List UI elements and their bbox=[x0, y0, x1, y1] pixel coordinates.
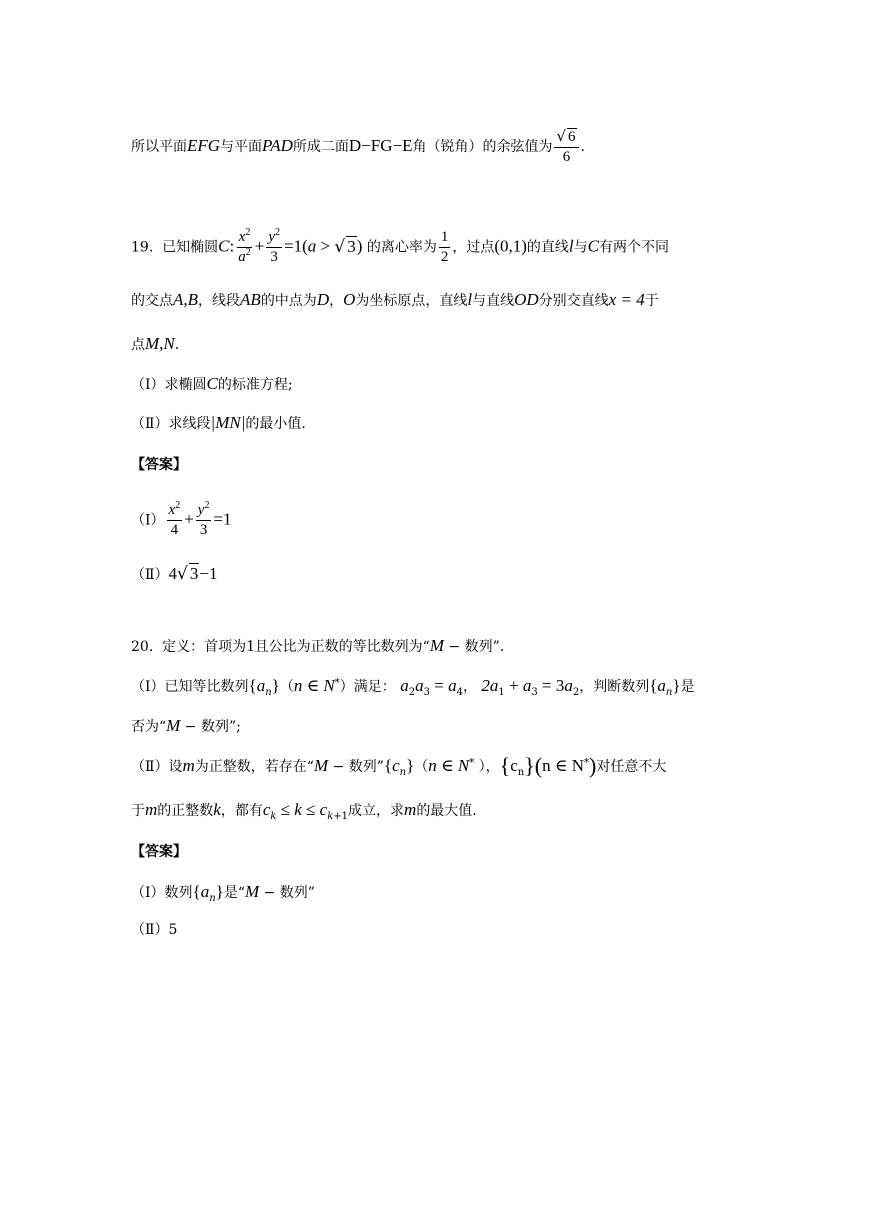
math: n ∈ N bbox=[428, 756, 470, 775]
math: (0,1) bbox=[494, 236, 527, 256]
text: 分别交直线 bbox=[538, 293, 609, 309]
text: 与 bbox=[573, 239, 588, 256]
problem19-line3 bbox=[131, 334, 179, 355]
text: 为正整数，若存在“ bbox=[194, 759, 314, 775]
math: =1( bbox=[284, 236, 308, 256]
math: > bbox=[316, 236, 335, 256]
math: C bbox=[218, 236, 230, 256]
math: A,B bbox=[173, 290, 199, 309]
math: m bbox=[404, 800, 417, 819]
answer20-part2 bbox=[131, 920, 177, 940]
text: 求线段 bbox=[168, 416, 211, 432]
answer20-part1: （Ⅰ）数列$\{a_n\}$是“M − 数列” bbox=[131, 882, 315, 904]
answer19-part1: （Ⅰ） $\frac{x^2}{4}$ + $\frac{y^2}{3}$ =1 bbox=[131, 500, 232, 538]
part-label: （Ⅰ） bbox=[131, 512, 165, 529]
math: C bbox=[587, 236, 599, 256]
answer-value: 5 bbox=[168, 922, 178, 938]
problem-number: 20. bbox=[131, 639, 154, 655]
math: OD bbox=[514, 290, 539, 309]
text: ， bbox=[329, 293, 344, 309]
text: 的正整数 bbox=[157, 803, 214, 819]
math: a bbox=[200, 882, 210, 901]
text: 有两个不同 bbox=[598, 239, 669, 256]
text: 的交点 bbox=[131, 293, 173, 309]
text: ，都有 bbox=[220, 803, 263, 819]
part-label: （Ⅱ） bbox=[131, 567, 169, 583]
text: 求椭圆 bbox=[164, 377, 207, 393]
math: c bbox=[392, 756, 400, 775]
math: −1 bbox=[199, 564, 218, 583]
math: M bbox=[313, 756, 329, 775]
math: n ∈ N bbox=[542, 756, 584, 775]
text: ）满足： bbox=[339, 679, 396, 695]
math: M,N bbox=[145, 334, 175, 353]
answer-label-20: 【答案】 bbox=[131, 844, 187, 860]
text: （ bbox=[414, 759, 429, 775]
var: a bbox=[238, 249, 246, 265]
text: 已知等比数列 bbox=[164, 679, 249, 695]
math: M bbox=[166, 716, 181, 735]
text: （ bbox=[279, 679, 294, 695]
math: AB bbox=[240, 290, 261, 309]
text: 对任意不大 bbox=[596, 759, 667, 775]
part-label: （Ⅱ） bbox=[131, 922, 169, 938]
problem19-line1: 19. 已知椭圆C: $\frac{x^2}{a^2}$ + $\frac{y^2}{3}$ =1(a > √ 3) 的离心率为 $\frac{1}{2}$ ，过点(0,1)的直线l与C有两个不同 bbox=[131, 227, 669, 265]
part-label: （Ⅰ） bbox=[131, 679, 165, 695]
radicand: 6 bbox=[568, 129, 576, 145]
text: ，线段 bbox=[198, 293, 241, 309]
math: a bbox=[400, 676, 409, 695]
math: l bbox=[467, 290, 473, 309]
denominator: 3 bbox=[199, 522, 208, 538]
math: M bbox=[245, 882, 260, 901]
problem20-part1-line1: （Ⅰ）已知等比数列$\{a_n\}(n$ ∈ N*）满足： $a_2a_3 = a_4$， $2a_1 + a_3 = 3a_2$，判断数列$\{a_n\}$是 bbox=[131, 676, 695, 698]
math: : bbox=[229, 236, 235, 256]
text: − 数列”; bbox=[180, 719, 241, 735]
answer-label-19: 【答案】 bbox=[131, 457, 187, 473]
math: C bbox=[206, 374, 218, 393]
var: x bbox=[168, 502, 176, 518]
text: 为坐标原点，直线 bbox=[355, 293, 468, 309]
part-label: （Ⅰ） bbox=[131, 885, 165, 901]
var: y bbox=[197, 502, 205, 518]
text: 是 bbox=[680, 679, 695, 695]
math: 1 bbox=[246, 636, 255, 655]
text: 的直线 bbox=[526, 239, 569, 256]
problem20-part2-line2: 于m的正整数k，都有$c_k \le k \le c_{k+1}$成立，求m的最大值. bbox=[131, 800, 477, 822]
problem20-part1-line2 bbox=[131, 716, 241, 737]
math: m bbox=[182, 756, 195, 775]
text: ， bbox=[462, 679, 477, 695]
math: m bbox=[145, 800, 158, 819]
problem19-part2 bbox=[131, 413, 306, 434]
math-efg: EFG bbox=[187, 136, 221, 155]
math: |MN| bbox=[210, 413, 246, 432]
problem20-part2-line1: （Ⅱ）设m为正整数，若存在“M − 数列$”\{c_n\}(n$ ∈ N* ），$\{c_n\}(n$ ∈ N*)对任意不大 bbox=[131, 753, 667, 778]
text: . bbox=[174, 337, 180, 353]
text: 定义：首项为 bbox=[162, 639, 247, 655]
numerator: 1 bbox=[439, 229, 451, 248]
text: 的离心率为 bbox=[366, 239, 437, 256]
text: 成立，求 bbox=[348, 803, 405, 819]
radicand: 3 bbox=[189, 564, 199, 583]
text: 否为“ bbox=[131, 719, 167, 735]
text: 的最大值. bbox=[416, 803, 477, 819]
problem19-part1 bbox=[131, 374, 293, 395]
fraction-x2-4: $\frac{x^2}{4}$ bbox=[168, 500, 181, 538]
radicand: 3 bbox=[347, 236, 356, 256]
text: 是“ bbox=[223, 885, 245, 901]
math: O bbox=[343, 290, 356, 309]
denominator: 3 bbox=[270, 249, 278, 265]
problem-number: 19. bbox=[131, 239, 154, 256]
text: ，过点 bbox=[452, 239, 495, 256]
math: x = 4 bbox=[608, 290, 645, 309]
math: M bbox=[429, 636, 445, 655]
text: 的中点为 bbox=[260, 293, 317, 309]
text: 所成二面 bbox=[292, 139, 349, 155]
part-label: （Ⅱ） bbox=[131, 759, 169, 775]
math: l bbox=[568, 236, 574, 256]
text: 设 bbox=[168, 759, 183, 775]
fraction-y2-3: $\frac{y^2}{3}$ bbox=[197, 500, 210, 538]
math: a bbox=[256, 676, 266, 695]
math: c bbox=[510, 756, 518, 775]
math: k bbox=[294, 800, 302, 819]
part-label: （Ⅱ） bbox=[131, 416, 169, 432]
math: =1 bbox=[213, 509, 232, 529]
text: − 数列”. bbox=[444, 639, 505, 655]
text: − 数列” bbox=[328, 759, 384, 775]
text: 于 bbox=[644, 293, 659, 309]
problem19-line2 bbox=[131, 290, 659, 311]
var: x bbox=[238, 229, 246, 245]
fraction-x2-a2: $\frac{x^2}{a^2}$ bbox=[238, 227, 251, 265]
text: 已知椭圆 bbox=[162, 239, 219, 256]
var: y bbox=[268, 229, 276, 245]
math-dihedral: D−FG−E bbox=[348, 136, 413, 155]
math: 4 bbox=[168, 564, 178, 583]
text: 的标准方程; bbox=[217, 377, 293, 393]
math: k bbox=[213, 800, 221, 819]
prev-conclusion-line bbox=[131, 128, 585, 166]
text: ，判断数列 bbox=[579, 679, 650, 695]
answer19-part2: （Ⅱ）4√ 3−1 bbox=[131, 564, 218, 584]
text: 于 bbox=[131, 803, 145, 819]
text: 且公比为正数的等比数列为“ bbox=[254, 639, 430, 655]
text: 数列 bbox=[164, 885, 193, 901]
math: a bbox=[307, 236, 317, 256]
denominator: 6 bbox=[562, 149, 571, 165]
math-pad: PAD bbox=[262, 136, 293, 155]
text: 的最小值. bbox=[245, 416, 306, 432]
math: D bbox=[316, 290, 330, 309]
part-label: （Ⅰ） bbox=[131, 377, 165, 393]
text: 所以平面 bbox=[131, 139, 187, 155]
math: ) bbox=[356, 236, 363, 256]
text: 与平面 bbox=[220, 139, 263, 155]
fraction-sqrt6-over-6: $\frac{√ 6}{6}$ bbox=[554, 128, 578, 166]
text: . bbox=[580, 139, 585, 155]
fraction-y2-3: $\frac{y^2}{3}$ bbox=[268, 227, 281, 265]
text: 与直线 bbox=[472, 293, 515, 309]
problem20-definition bbox=[131, 636, 504, 657]
denominator: 2 bbox=[440, 249, 449, 265]
math: 2a bbox=[481, 676, 499, 695]
text: ）， bbox=[478, 759, 500, 775]
text: 点 bbox=[131, 337, 145, 353]
text: 角（锐角）的余弦值为 bbox=[412, 139, 553, 155]
denominator: 4 bbox=[170, 522, 179, 538]
fraction-one-half bbox=[439, 229, 451, 266]
text: − 数列” bbox=[259, 885, 315, 901]
math: n ∈ N bbox=[293, 676, 335, 695]
